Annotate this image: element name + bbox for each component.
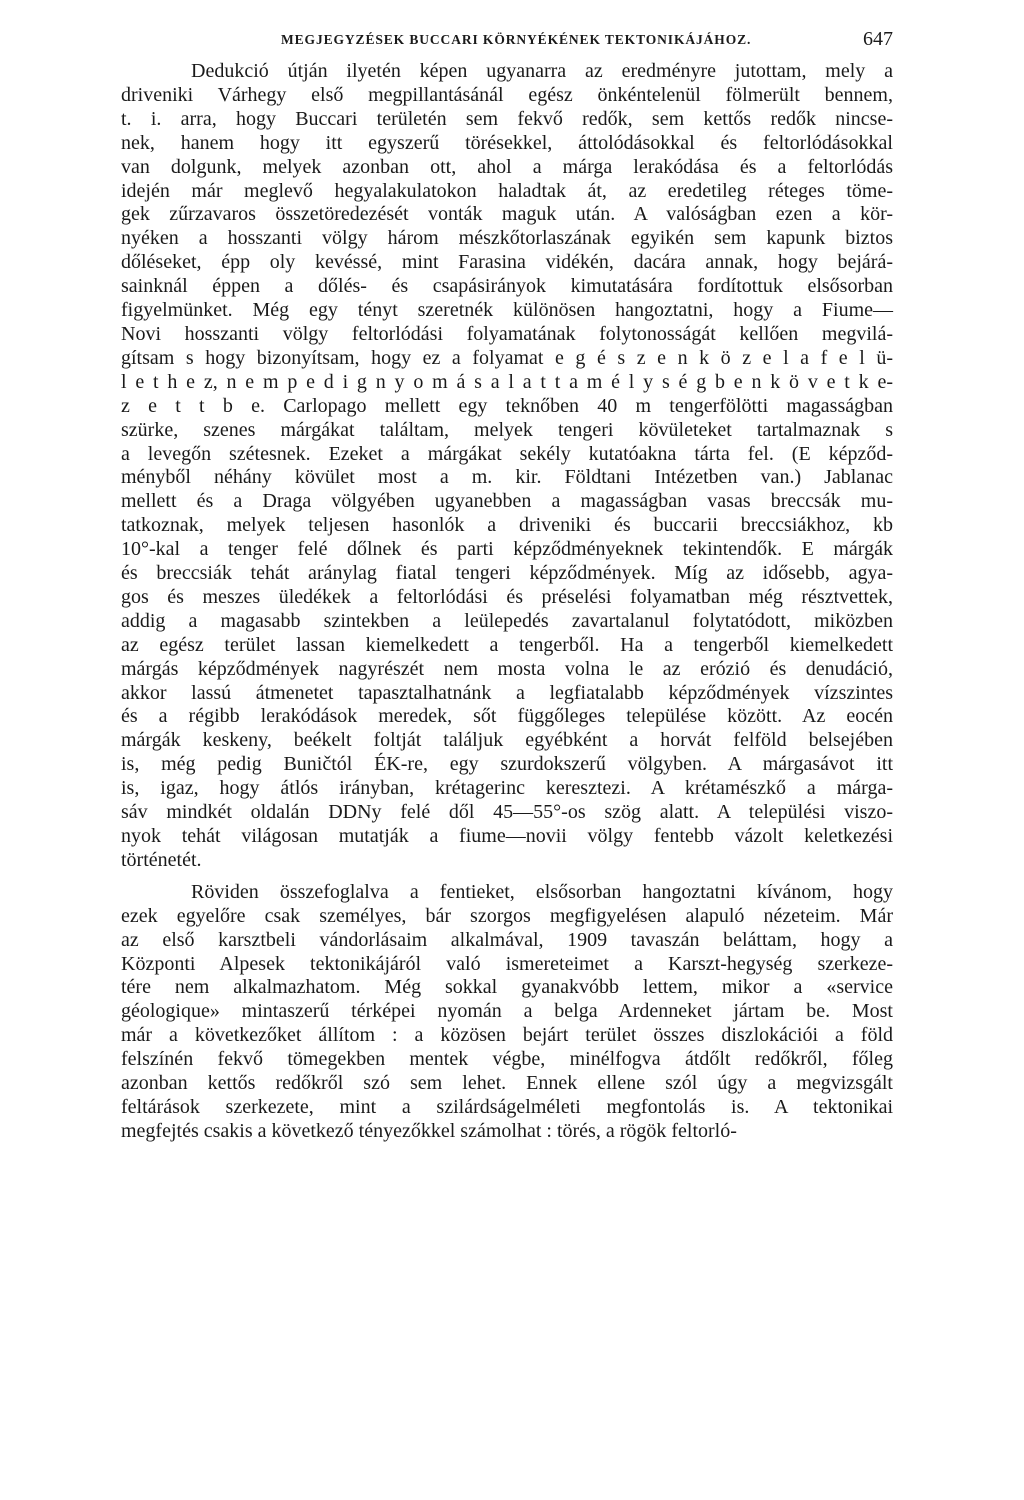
text-line: azonban kettős redőkről szó sem lehet. Ennek ellene szól úgy a megvizsgált <box>121 1072 893 1095</box>
text-line: nyéken a hosszanti völgy három mészkőtorlaszának egyikén sem kapunk biztos <box>121 227 893 250</box>
text-line: Központi Alpesek tektonikájáról való ismereteimet a Karszt-hegység szerkeze- <box>121 952 893 975</box>
text-line: és a régibb lerakódások meredek, sőt függőleges települése között. Az eocén <box>121 705 893 728</box>
text-line: t. i. arra, hogy Buccari területén sem fekvő redők, sem kettős redők nincse- <box>121 107 893 130</box>
text-line: z e t t b e. Carlopago mellett egy teknőben 40 m tengerfölötti magasságban <box>121 394 893 417</box>
text-line: sáv mindkét oldalán DDNy felé dől 45—55°-os szög alatt. A települési viszo- <box>121 801 893 824</box>
text-line: idején már meglevő hegyalakulatokon haladtak át, az eredetileg réteges töme- <box>121 179 893 202</box>
text-line: gos és meszes üledékek a feltorlódási és préselési folyamatban még résztvettek, <box>121 585 893 608</box>
text-line: Dedukció útján ilyetén képen ugyanarra az eredményre jutottam, mely a <box>191 60 893 82</box>
running-title: MEGJEGYZÉSEK BUCCARI KÖRNYÉKÉNEK TEKTONIKÁJÁHOZ. <box>281 32 752 47</box>
body-text <box>121 60 893 1144</box>
paragraph <box>121 60 893 873</box>
text-line: az egész terület lassan kiemelkedett a tengerből. Ha a tengerből kiemelkedett <box>121 633 893 656</box>
text-line: ményből néhány kövület most a m. kir. Földtani Intézetben van.) Jablanac <box>121 466 893 489</box>
paragraph <box>121 881 893 1144</box>
text-line: nek, hanem hogy itt egyszerű törésekkel, áttolódásokkal és feltorlódásokkal <box>121 131 893 154</box>
text-line: géologique» mintaszerű térképei nyomán a belga Ardenneket jártam be. Most <box>121 1000 893 1023</box>
text-line: az első karsztbeli vándorlásaim alkalmával, 1909 tavaszán beláttam, hogy a <box>121 928 893 951</box>
text-line: feltárások szerkezete, mint a szilárdságelméleti megfontolás is. A tektonikai <box>121 1095 893 1118</box>
text-line: megfejtés csakis a következő tényezőkkel számolhat : törés, a rögök feltorló- <box>121 1119 737 1142</box>
page-number: 647 <box>863 28 893 50</box>
text-line: is, még pedig Buničtól ÉK-re, egy szurdokszerű völgyben. A márgasávot itt <box>121 753 893 776</box>
text-line: történetét. <box>121 848 202 871</box>
text-line: van dolgunk, melyek azonban ott, ahol a márga lerakódása és a feltorlódás <box>121 155 893 178</box>
text-line: ezek egyelőre csak személyes, bár szorgos megfigyelésen alapuló nézeteim. Már <box>121 904 893 927</box>
text-line: a levegőn szétesnek. Ezeket a márgákat sekély kutatóakna tárta fel. (E képződ- <box>121 442 893 465</box>
text-line: is, igaz, hogy átlós irányban, krétagerinc keresztezi. A krétamészkő a márga- <box>121 777 893 800</box>
running-head <box>121 28 893 54</box>
text-line: 10°-kal a tenger felé dőlnek és parti képződményeknek tekintendők. E márgák <box>121 538 893 561</box>
text-line: gítsam s hogy bizonyítsam, hogy ez a folyamat e g é s z e n k ö z e l a f e l ü- <box>121 346 893 369</box>
text-line: szürke, szenes márgákat találtam, melyek tengeri kövületeket tartalmaznak s <box>121 418 893 441</box>
text-line: márgák keskeny, beékelt foltját találjuk egyébként a horvát felföld belsejében <box>121 729 893 752</box>
text-line: felszínén fekvő tömegekben mentek végbe, minélfogva átdőlt redőkről, főleg <box>121 1048 893 1071</box>
text-line: gek zűrzavaros összetöredezését vonták maguk után. A valóságban ezen a kör- <box>121 203 893 226</box>
text-line: figyelmünket. Még egy tényt szeretnék különösen hangoztatni, hogy a Fiume— <box>121 299 893 322</box>
text-line: és breccsiák tehát aránylag fiatal tengeri képződmények. Míg az idősebb, agya- <box>121 562 893 585</box>
text-line: l e t h e z, n e m p e d i g n y o m á s a l a t t a m é l y s é g b e n k ö v e t k e- <box>121 370 893 393</box>
text-line: Röviden összefoglalva a fentieket, elsősorban hangoztatni kívánom, hogy <box>191 880 893 903</box>
text-line: már a következőket állítom : a közösen bejárt terület összes diszlokációi a föld <box>121 1024 893 1047</box>
text-line: Novi hosszanti völgy feltorlódási folyamatának folytonosságát kellően megvilá- <box>121 322 893 345</box>
text-line: dőléseket, épp oly kevéssé, mint Farasina vidékén, dacára annak, hogy bejárá- <box>121 251 893 274</box>
text-line: tatkoznak, melyek teljesen hasonlók a driveniki és buccarii breccsiákhoz, kb <box>121 514 893 537</box>
text-line: driveniki Várhegy első megpillantásánál egész önkéntelenül fölmerült bennem, <box>121 83 893 106</box>
text-line: akkor lassú átmenetet tapasztalhatnánk a legfiatalabb képződmények vízszintes <box>121 681 893 704</box>
text-line: sainknál éppen a dőlés- és csapásirányok kimutatására fordítottuk elsősorban <box>121 275 893 298</box>
text-line: márgás képződmények nagyrészét nem mosta volna le az erózió és denudáció, <box>121 657 893 680</box>
text-line: addig a magasabb szintekben a leülepedés zavartalanul folytatódott, miközben <box>121 609 893 632</box>
text-line: tére nem alkalmazhatom. Még sokkal gyanakvóbb lettem, mikor a «service <box>121 976 893 999</box>
text-line: nyok tehát világosan mutatják a fiume—novii völgy fentebb vázolt keletkezési <box>121 825 893 847</box>
text-line: mellett és a Draga völgyében ugyanebben a magasságban vasas breccsák mu- <box>121 490 893 513</box>
